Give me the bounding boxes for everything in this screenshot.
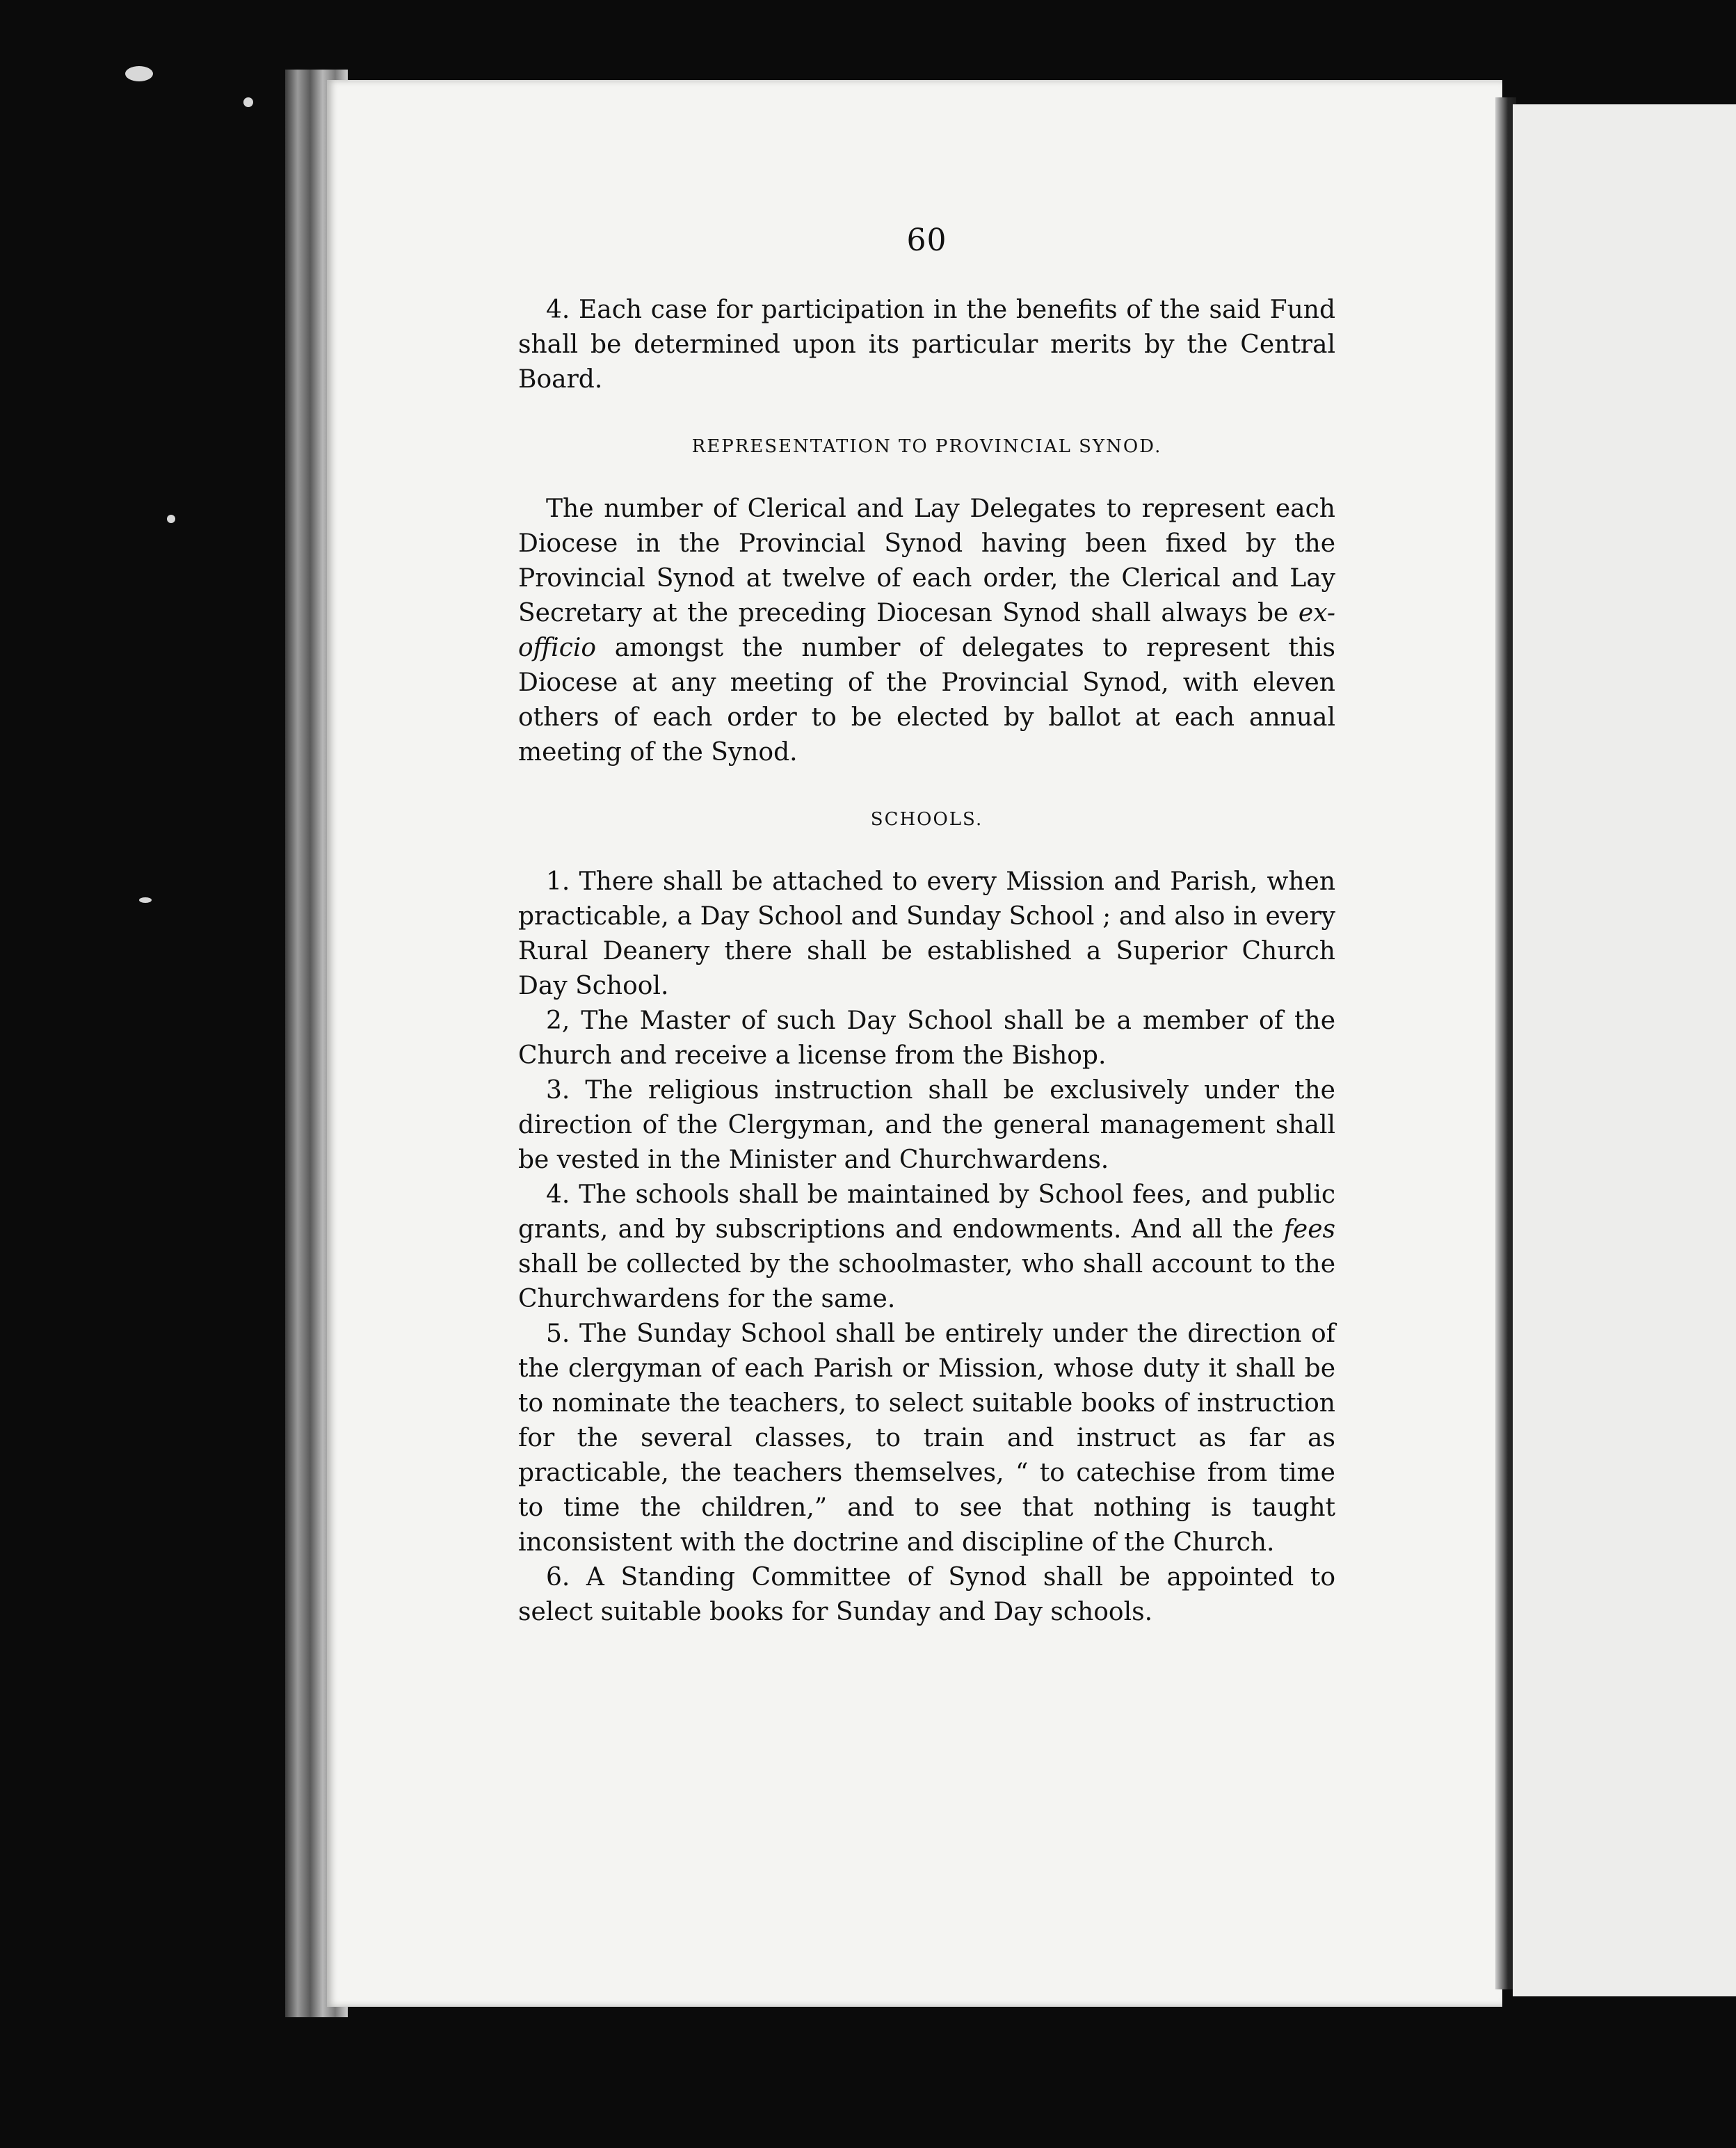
- schools-item-1: 1. There shall be attached to every Mission and Parish, when practicable, a Day School and Sunday School ; and also in every Rural Deanery there shall be established a Superior Church Day School.: [518, 867, 1335, 1000]
- film-speck: [243, 97, 253, 107]
- representation-italic: ex-officio: [518, 599, 1335, 662]
- page-number: 60: [906, 223, 947, 258]
- schools-item-6: 6. A Standing Committee of Synod shall be appointed to select suitable books for Sunday and Day schools.: [518, 1563, 1335, 1626]
- film-speck: [167, 515, 175, 523]
- film-speck: [125, 66, 153, 81]
- item4-text-before: 4. The schools shall be maintained by School fees, and public grants, and by subscriptions and endowments. And all the: [518, 1180, 1335, 1244]
- representation-paragraph: [518, 492, 1335, 770]
- opening-item: 4. Each case for participation in the benefits of the said Fund shall be determined upon its particular merits by the Central Board.: [518, 296, 1335, 394]
- schools-item-3: 3. The religious instruction shall be exclusively under the direction of the Clergyman, and the general management shall be vested in the Minister and Churchwardens.: [518, 1076, 1335, 1174]
- heading-schools: SCHOOLS.: [870, 809, 983, 830]
- facing-page: [1513, 104, 1736, 1996]
- representation-text-before: The number of Clerical and Lay Delegates to represent each Diocese in the Provincial Synod having been fixed by the Provincial Synod at twelve of each order, the Clerical and Lay Secretary at the preceding Diocesan Synod shall always be: [518, 495, 1335, 627]
- schools-item-2: 2, The Master of such Day School shall be a member of the Church and receive a license from the Bishop.: [518, 1007, 1335, 1070]
- page-text: [518, 223, 1335, 1630]
- representation-text-after: amongst the number of delegates to represent this Diocese at any meeting of the Provincial Synod, with eleven others of each order to be elected by ballot at each annual meeting of the Synod.: [518, 634, 1335, 767]
- schools-item-5: 5. The Sunday School shall be entirely under the direction of the clergyman of each Parish or Mission, whose duty it shall be to nominate the teachers, to select suitable books of instruction for the several classes, to train and instruct as far as practicable, the teachers themselves, “ to catechise from time to time the children,” and to see that nothing is taught inconsistent with the doctrine and discipline of the Church.: [518, 1320, 1335, 1557]
- item4-text-after: shall be collected by the schoolmaster, who shall account to the Churchwardens for the same.: [518, 1250, 1335, 1313]
- heading-representation: REPRESENTATION TO PROVINCIAL SYNOD.: [691, 436, 1162, 457]
- film-speck: [139, 897, 152, 903]
- schools-item-4: [518, 1178, 1335, 1317]
- item4-italic: fees: [1283, 1215, 1335, 1244]
